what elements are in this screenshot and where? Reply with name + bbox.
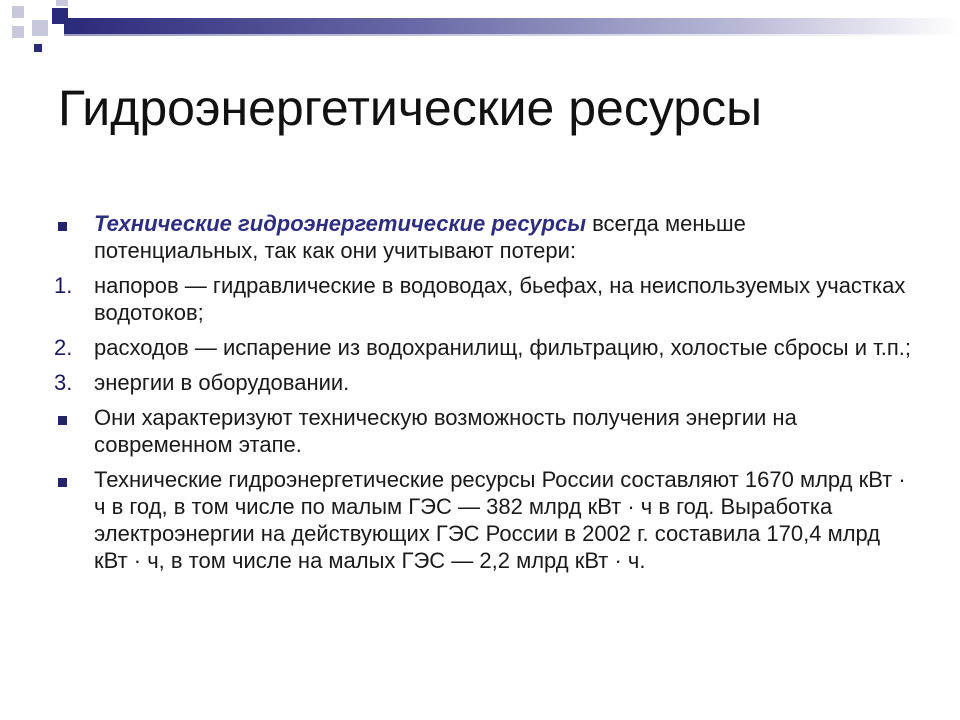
bullet-marker: [52, 210, 94, 237]
item-text-rest: всегда меньше потенциальных, так как они учитывают потери:: [94, 211, 746, 263]
decor-square-navy: [52, 8, 68, 24]
square-bullet-icon: [58, 222, 67, 231]
item-text: Они характеризуют техническую возможность получения энергии на современном этапе.: [94, 405, 797, 457]
item-text: напоров — гидравлические в водоводах, бьефах, на неиспользуемых участках водотоков;: [94, 273, 906, 325]
header-gradient-bar: [64, 18, 960, 34]
item-number: 2.: [54, 335, 73, 360]
decor-square: [12, 26, 24, 38]
square-bullet-icon: [58, 478, 67, 487]
decor-square: [12, 6, 24, 18]
content-list: [52, 210, 912, 582]
slide-title: Гидроэнергетические ресурсы: [58, 80, 763, 136]
decor-square: [32, 20, 48, 36]
list-item: [52, 210, 912, 264]
number-marker: [52, 369, 94, 396]
bullet-marker: [52, 404, 94, 431]
decor-square: [56, 0, 68, 6]
item-text: Технические гидроэнергетические ресурсы России составляют 1670 млрд кВт · ч в год, в том числе по малым ГЭС — 382 млрд кВт · ч в год. Выработка электроэнергии на действующих ГЭС России в 2002 г. составила 170,4 млрд кВт · ч, в том числе на малых ГЭС — 2,2 млрд кВт · ч.: [94, 467, 906, 573]
list-item: [52, 404, 912, 458]
number-marker: [52, 334, 94, 361]
item-text: энергии в оборудовании.: [94, 370, 350, 395]
list-item: [52, 466, 912, 574]
number-marker: [52, 272, 94, 299]
header-decoration: [0, 0, 960, 60]
list-item: [52, 272, 912, 326]
decor-square-navy-small: [34, 44, 42, 52]
list-item: [52, 369, 912, 396]
item-number: 1.: [54, 273, 73, 298]
emphasis-term: Технические гидроэнергетические ресурсы: [94, 211, 586, 236]
list-item: [52, 334, 912, 361]
square-bullet-icon: [58, 416, 67, 425]
bullet-marker: [52, 466, 94, 493]
item-text: [94, 210, 912, 264]
header-gradient-line: [64, 34, 960, 36]
item-text: расходов — испарение из водохранилищ, фильтрацию, холостые сбросы и т.п.;: [94, 335, 911, 360]
item-number: 3.: [54, 370, 73, 395]
